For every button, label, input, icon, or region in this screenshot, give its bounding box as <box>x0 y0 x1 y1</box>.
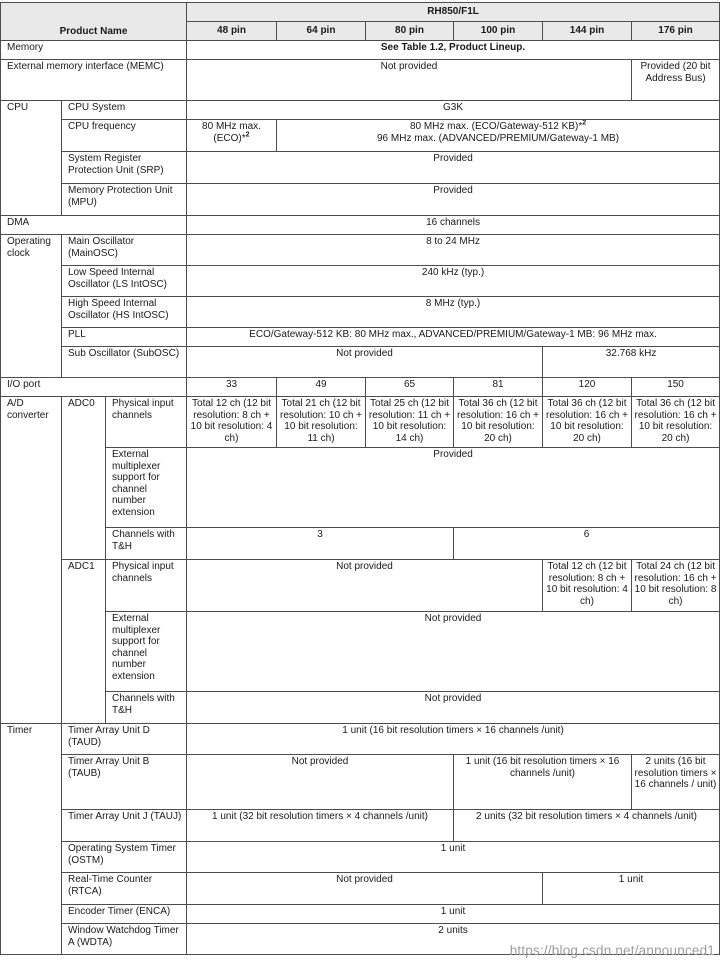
hs-intosc-value: 8 MHz (typ.) <box>187 297 720 328</box>
ostm-value: 1 unit <box>187 842 720 873</box>
adc1-physical-label: Physical input channels <box>106 560 187 612</box>
row-ls-intosc <box>1 266 720 297</box>
adc0-ext-mux-value: Provided <box>187 448 720 528</box>
memc-provided: Provided (20 bit Address Bus) <box>632 60 720 101</box>
sub-osc-value: 32.768 kHz <box>543 347 720 378</box>
main-osc-label: Main Oscillator (MainOSC) <box>62 235 187 266</box>
adc0-physical-label: Physical input channels <box>106 397 187 448</box>
cpu-freq-line2: 96 MHz max. (ADVANCED/PREMIUM/Gateway-1 MB) <box>376 132 620 144</box>
hs-intosc-label: High Speed Internal Oscillator (HS IntOSC) <box>62 297 187 328</box>
rtca-label: Real-Time Counter (RTCA) <box>62 873 187 905</box>
io-port-value: 120 <box>543 378 632 397</box>
io-port-label: I/O port <box>1 378 187 397</box>
row-adc0-physical <box>1 397 720 448</box>
taub-not-provided: Not provided <box>187 755 454 810</box>
cpu-freq-label: CPU frequency <box>62 120 187 152</box>
adc0-physical-value: Total 12 ch (12 bit resolution: 8 ch + 10 bit resolution: 4 ch) <box>187 397 277 448</box>
family-header: RH850/F1L <box>187 3 720 22</box>
mpu-label: Memory Protection Unit (MPU) <box>62 184 187 216</box>
row-adc0-ext-mux <box>1 448 720 528</box>
pll-label: PLL <box>62 328 187 347</box>
rtca-not-provided: Not provided <box>187 873 543 905</box>
row-ostm <box>1 842 720 873</box>
adc0-physical-value: Total 36 ch (12 bit resolution: 16 ch + 10 bit resolution: 20 ch) <box>632 397 720 448</box>
taub-two-units: 2 units (16 bit resolution timers × 16 channels / unit) <box>632 755 720 810</box>
pin-header: 100 pin <box>454 22 543 41</box>
clock-group-label: Operating clock <box>1 235 62 378</box>
enca-value: 1 unit <box>187 905 720 924</box>
taud-label: Timer Array Unit D (TAUD) <box>62 724 187 755</box>
enca-label: Encoder Timer (ENCA) <box>62 905 187 924</box>
row-memc <box>1 60 720 101</box>
ls-intosc-label: Low Speed Internal Oscillator (LS IntOSC) <box>62 266 187 297</box>
adc0-physical-value: Total 36 ch (12 bit resolution: 16 ch + 10 bit resolution: 20 ch) <box>543 397 632 448</box>
cpu-system-label: CPU System <box>62 101 187 120</box>
io-port-value: 81 <box>454 378 543 397</box>
row-rtca <box>1 873 720 905</box>
cpu-freq-line1: 80 MHz max. (ECO/Gateway-512 KB)* <box>409 121 583 132</box>
row-pll <box>1 328 720 347</box>
timer-group-label: Timer <box>1 724 62 955</box>
taub-one-unit: 1 unit (16 bit resolution timers × 16 channels /unit) <box>454 755 632 810</box>
pin-header: 64 pin <box>277 22 366 41</box>
header-row-family <box>1 3 720 22</box>
memc-not-provided: Not provided <box>187 60 632 101</box>
row-adc1-ext-mux <box>1 612 720 692</box>
row-main-osc <box>1 235 720 266</box>
footnote-mark: 2 <box>245 131 250 139</box>
adc1-ext-mux-value: Not provided <box>187 612 720 692</box>
mpu-value: Provided <box>187 184 720 216</box>
adc1-physical-not-provided: Not provided <box>187 560 543 612</box>
cpu-freq-48pin <box>187 120 277 152</box>
sub-osc-not-provided: Not provided <box>187 347 543 378</box>
cpu-freq-48-line2: (ECO)* <box>213 132 246 144</box>
adc1-ext-mux-label: External multiplexer support for channel number extension <box>106 612 187 692</box>
row-sub-osc <box>1 347 720 378</box>
adc-group-label: A/D converter <box>1 397 62 724</box>
dma-label: DMA <box>1 216 187 235</box>
pin-header: 144 pin <box>543 22 632 41</box>
adc0-label: ADC0 <box>62 397 106 560</box>
row-adc1-th <box>1 692 720 724</box>
memc-label: External memory interface (MEMC) <box>1 60 187 101</box>
adc1-th-label: Channels with T&H <box>106 692 187 724</box>
taud-value: 1 unit (16 bit resolution timers × 16 channels /unit) <box>187 724 720 755</box>
row-mpu <box>1 184 720 216</box>
adc0-ext-mux-label: External multiplexer support for channel number extension <box>106 448 187 528</box>
row-adc0-th <box>1 528 720 560</box>
taub-label: Timer Array Unit B (TAUB) <box>62 755 187 810</box>
adc0-physical-value: Total 25 ch (12 bit resolution: 11 ch + 10 bit resolution: 14 ch) <box>366 397 454 448</box>
cpu-system-value: G3K <box>187 101 720 120</box>
row-cpu-system <box>1 101 720 120</box>
adc1-th-value: Not provided <box>187 692 720 724</box>
row-enca <box>1 905 720 924</box>
watermark: https://blog.csdn.net/announced1 <box>509 943 715 958</box>
product-name-header: Product Name <box>1 3 187 41</box>
row-adc1-physical <box>1 560 720 612</box>
adc0-physical-value: Total 36 ch (12 bit resolution: 16 ch + 10 bit resolution: 20 ch) <box>454 397 543 448</box>
adc1-physical-144: Total 12 ch (12 bit resolution: 8 ch + 10 bit resolution: 4 ch) <box>543 560 632 612</box>
pin-header: 80 pin <box>366 22 454 41</box>
cpu-freq-48-line1: 80 MHz max. <box>202 121 261 132</box>
dma-value: 16 channels <box>187 216 720 235</box>
cpu-freq-others <box>277 120 720 152</box>
row-tauj <box>1 810 720 842</box>
memory-label: Memory <box>1 41 187 60</box>
sub-osc-label: Sub Oscillator (SubOSC) <box>62 347 187 378</box>
row-srp <box>1 152 720 184</box>
adc1-label: ADC1 <box>62 560 106 724</box>
adc0-th-label: Channels with T&H <box>106 528 187 560</box>
tauj-label: Timer Array Unit J (TAUJ) <box>62 810 187 842</box>
memory-value: See Table 1.2, Product Lineup. <box>187 41 720 60</box>
footnote-mark: 2 <box>582 119 587 127</box>
row-taud <box>1 724 720 755</box>
pin-header: 48 pin <box>187 22 277 41</box>
wdta-label: Window Watchdog Timer A (WDTA) <box>62 924 187 955</box>
srp-value: Provided <box>187 152 720 184</box>
io-port-value: 33 <box>187 378 277 397</box>
io-port-value: 65 <box>366 378 454 397</box>
pin-header: 176 pin <box>632 22 720 41</box>
adc0-th-value: 3 <box>187 528 454 560</box>
adc1-physical-176: Total 24 ch (12 bit resolution: 16 ch + 10 bit resolution: 8 ch) <box>632 560 720 612</box>
adc0-th-value: 6 <box>454 528 720 560</box>
tauj-two-units: 2 units (32 bit resolution timers × 4 channels /unit) <box>454 810 720 842</box>
row-dma <box>1 216 720 235</box>
row-memory <box>1 41 720 60</box>
main-osc-value: 8 to 24 MHz <box>187 235 720 266</box>
srp-label: System Register Protection Unit (SRP) <box>62 152 187 184</box>
row-io-port <box>1 378 720 397</box>
cpu-group-label: CPU <box>1 101 62 216</box>
row-cpu-frequency <box>1 120 720 152</box>
row-taub <box>1 755 720 810</box>
rtca-value: 1 unit <box>543 873 720 905</box>
tauj-one-unit: 1 unit (32 bit resolution timers × 4 channels /unit) <box>187 810 454 842</box>
product-spec-table <box>0 2 720 955</box>
ostm-label: Operating System Timer (OSTM) <box>62 842 187 873</box>
io-port-value: 150 <box>632 378 720 397</box>
wdta-value: 2 units <box>187 924 720 955</box>
adc0-physical-value: Total 21 ch (12 bit resolution: 10 ch + 10 bit resolution: 11 ch) <box>277 397 366 448</box>
pll-value: ECO/Gateway-512 KB: 80 MHz max., ADVANCED/PREMIUM/Gateway-1 MB: 96 MHz max. <box>187 328 720 347</box>
ls-intosc-value: 240 kHz (typ.) <box>187 266 720 297</box>
row-hs-intosc <box>1 297 720 328</box>
io-port-value: 49 <box>277 378 366 397</box>
